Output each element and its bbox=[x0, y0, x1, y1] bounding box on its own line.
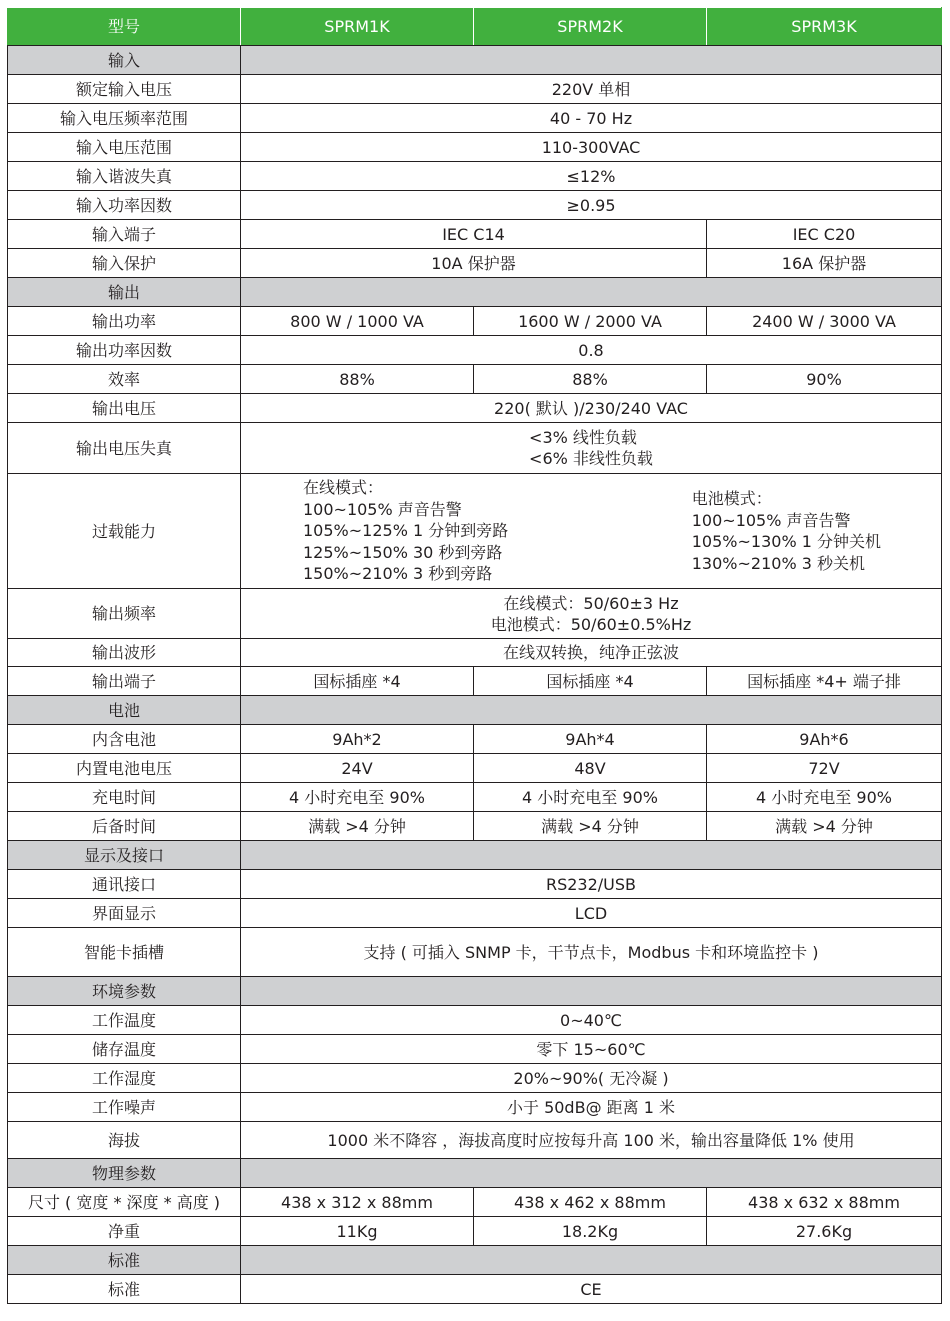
table-row bbox=[8, 1188, 942, 1217]
row-value: 90% bbox=[707, 365, 942, 394]
table-row bbox=[8, 307, 942, 336]
row-value: 国标插座 *4 bbox=[241, 667, 474, 696]
row-value: 800 W / 1000 VA bbox=[241, 307, 474, 336]
table-row bbox=[8, 1064, 942, 1093]
row-value: LCD bbox=[241, 899, 942, 928]
row-value: 4 小时充电至 90% bbox=[474, 783, 707, 812]
row-value: 满载 >4 分钟 bbox=[707, 812, 942, 841]
section-title: 显示及接口 bbox=[8, 841, 241, 870]
row-label: 后备时间 bbox=[8, 812, 241, 841]
model-sprm2k: SPRM2K bbox=[474, 8, 707, 46]
row-label: 输出频率 bbox=[8, 589, 241, 639]
table-row bbox=[8, 1275, 942, 1304]
section-row bbox=[8, 1246, 942, 1275]
model-sprm1k: SPRM1K bbox=[241, 8, 474, 46]
row-value bbox=[241, 423, 942, 474]
overload-online-line: 在线模式： bbox=[303, 478, 384, 498]
section-title: 电池 bbox=[8, 696, 241, 725]
row-value: 220V 单相 bbox=[241, 75, 942, 104]
overload-battery bbox=[692, 488, 881, 574]
section-row bbox=[8, 696, 942, 725]
row-label: 输入电压频率范围 bbox=[8, 104, 241, 133]
row-value: 27.6Kg bbox=[707, 1217, 942, 1246]
row-label: 输入端子 bbox=[8, 220, 241, 249]
row-value: 11Kg bbox=[241, 1217, 474, 1246]
row-label: 界面显示 bbox=[8, 899, 241, 928]
table-row bbox=[8, 667, 942, 696]
row-value: 110-300VAC bbox=[241, 133, 942, 162]
row-value: 国标插座 *4+ 端子排 bbox=[707, 667, 942, 696]
table-row bbox=[8, 423, 942, 474]
overload-battery-line: 电池模式： bbox=[691, 489, 772, 508]
row-label: 储存温度 bbox=[8, 1035, 241, 1064]
section-row bbox=[8, 841, 942, 870]
table-row bbox=[8, 1122, 942, 1159]
section-title: 物理参数 bbox=[8, 1159, 241, 1188]
table-row bbox=[8, 639, 942, 667]
row-label: 内含电池 bbox=[8, 725, 241, 754]
row-value: ≤12% bbox=[241, 162, 942, 191]
section-row bbox=[8, 1159, 942, 1188]
row-label: 输入谐波失真 bbox=[8, 162, 241, 191]
table-row bbox=[8, 365, 942, 394]
table-row bbox=[8, 474, 942, 589]
freq-battery: 电池模式：50/60±0.5%Hz bbox=[490, 614, 692, 634]
section-row bbox=[8, 977, 942, 1006]
row-label: 工作噪声 bbox=[8, 1093, 241, 1122]
row-value: 88% bbox=[474, 365, 707, 394]
row-label: 输出电压失真 bbox=[8, 423, 241, 474]
row-value: 支持 ( 可插入 SNMP 卡，干节点卡，Modbus 卡和环境监控卡 ) bbox=[241, 928, 942, 977]
table-row bbox=[8, 1035, 942, 1064]
row-value: 4 小时充电至 90% bbox=[707, 783, 942, 812]
table-row bbox=[8, 394, 942, 423]
row-label: 额定输入电压 bbox=[8, 75, 241, 104]
section-title: 输入 bbox=[8, 46, 241, 75]
row-value: CE bbox=[241, 1275, 942, 1304]
table-row bbox=[8, 1006, 942, 1035]
row-value: 9Ah*4 bbox=[474, 725, 707, 754]
row-value: 满载 >4 分钟 bbox=[474, 812, 707, 841]
table-row bbox=[8, 928, 942, 977]
row-value: 88% bbox=[241, 365, 474, 394]
row-label: 海拔 bbox=[8, 1122, 241, 1159]
table-row bbox=[8, 191, 942, 220]
row-label: 净重 bbox=[8, 1217, 241, 1246]
row-value bbox=[241, 589, 942, 639]
row-label: 输出端子 bbox=[8, 667, 241, 696]
section-row bbox=[8, 46, 942, 75]
row-value: 10A 保护器 bbox=[241, 249, 707, 278]
row-value: 在线双转换，纯净正弦波 bbox=[241, 639, 942, 667]
row-label: 内置电池电压 bbox=[8, 754, 241, 783]
table-row bbox=[8, 589, 942, 639]
section-title: 输出 bbox=[8, 278, 241, 307]
row-value: 20%~90%( 无冷凝 ) bbox=[241, 1064, 942, 1093]
section-title: 环境参数 bbox=[8, 977, 241, 1006]
table-row bbox=[8, 336, 942, 365]
overload-cell bbox=[241, 474, 942, 589]
row-label: 标准 bbox=[8, 1275, 241, 1304]
overload-online-line: 105%~125% 1 分钟到旁路 bbox=[303, 521, 509, 541]
row-label: 输入功率因数 bbox=[8, 191, 241, 220]
row-value: 9Ah*2 bbox=[241, 725, 474, 754]
row-value: 72V bbox=[707, 754, 942, 783]
row-value: 438 x 312 x 88mm bbox=[241, 1188, 474, 1217]
overload-online-line: 125%~150% 30 秒到旁路 bbox=[303, 542, 503, 562]
row-value: 满载 >4 分钟 bbox=[241, 812, 474, 841]
model-label: 型号 bbox=[8, 8, 241, 46]
row-value: 220( 默认 )/230/240 VAC bbox=[241, 394, 942, 423]
spec-table bbox=[7, 7, 942, 1304]
table-row bbox=[8, 1093, 942, 1122]
row-label: 充电时间 bbox=[8, 783, 241, 812]
row-value: 18.2Kg bbox=[474, 1217, 707, 1246]
row-value: 24V bbox=[241, 754, 474, 783]
row-label: 输出电压 bbox=[8, 394, 241, 423]
table-row bbox=[8, 725, 942, 754]
row-label: 输出功率 bbox=[8, 307, 241, 336]
overload-online-line: 100~105% 声音告警 bbox=[303, 499, 462, 519]
row-label: 输入电压范围 bbox=[8, 133, 241, 162]
row-label: 过载能力 bbox=[8, 474, 241, 589]
section-row bbox=[8, 278, 942, 307]
freq-online: 在线模式：50/60±3 Hz bbox=[503, 593, 679, 613]
row-label: 效率 bbox=[8, 365, 241, 394]
row-value: 0.8 bbox=[241, 336, 942, 365]
model-sprm3k: SPRM3K bbox=[707, 8, 942, 46]
table-row bbox=[8, 870, 942, 899]
row-value: 小于 50dB@ 距离 1 米 bbox=[241, 1093, 942, 1122]
table-row bbox=[8, 104, 942, 133]
row-label: 工作湿度 bbox=[8, 1064, 241, 1093]
row-value: 438 x 632 x 88mm bbox=[707, 1188, 942, 1217]
row-label: 输出功率因数 bbox=[8, 336, 241, 365]
row-value: 0~40℃ bbox=[241, 1006, 942, 1035]
row-value: 国标插座 *4 bbox=[474, 667, 707, 696]
row-label: 通讯接口 bbox=[8, 870, 241, 899]
row-value: 16A 保护器 bbox=[707, 249, 942, 278]
row-value: 2400 W / 3000 VA bbox=[707, 307, 942, 336]
row-value: 438 x 462 x 88mm bbox=[474, 1188, 707, 1217]
row-label: 智能卡插槽 bbox=[8, 928, 241, 977]
table-row bbox=[8, 754, 942, 783]
row-label: 工作温度 bbox=[8, 1006, 241, 1035]
table-row bbox=[8, 249, 942, 278]
row-value: IEC C20 bbox=[707, 220, 942, 249]
table-row bbox=[8, 1217, 942, 1246]
section-title: 标准 bbox=[8, 1246, 241, 1275]
overload-online-line: 150%~210% 3 秒到旁路 bbox=[303, 564, 493, 584]
row-value: 零下 15~60℃ bbox=[241, 1035, 942, 1064]
table-row bbox=[8, 75, 942, 104]
row-label: 输入保护 bbox=[8, 249, 241, 278]
table-row bbox=[8, 220, 942, 249]
overload-battery-line: 130%~210% 3 秒关机 bbox=[691, 553, 865, 573]
overload-battery-line: 105%~130% 1 分钟关机 bbox=[691, 532, 881, 551]
row-value: 4 小时充电至 90% bbox=[241, 783, 474, 812]
overload-online bbox=[303, 477, 508, 585]
row-value: ≥0.95 bbox=[241, 191, 942, 220]
table-row bbox=[8, 162, 942, 191]
row-label: 输出波形 bbox=[8, 639, 241, 667]
distortion-nonlinear: <6% 非线性负载 bbox=[529, 449, 653, 468]
table-row bbox=[8, 133, 942, 162]
distortion-linear: <3% 线性负载 bbox=[529, 428, 637, 447]
row-value: 9Ah*6 bbox=[707, 725, 942, 754]
table-row bbox=[8, 783, 942, 812]
header-row bbox=[8, 8, 942, 46]
overload-battery-line: 100~105% 声音告警 bbox=[691, 510, 851, 530]
table-row bbox=[8, 899, 942, 928]
row-value: 48V bbox=[474, 754, 707, 783]
row-value: IEC C14 bbox=[241, 220, 707, 249]
table-row bbox=[8, 812, 942, 841]
row-label: 尺寸 ( 宽度 * 深度 * 高度 ) bbox=[8, 1188, 241, 1217]
row-value: 40 - 70 Hz bbox=[241, 104, 942, 133]
row-value: 1600 W / 2000 VA bbox=[474, 307, 707, 336]
row-value: 1000 米不降容 ，海拔高度时应按每升高 100 米，输出容量降低 1% 使用 bbox=[241, 1122, 942, 1159]
row-value: RS232/USB bbox=[241, 870, 942, 899]
